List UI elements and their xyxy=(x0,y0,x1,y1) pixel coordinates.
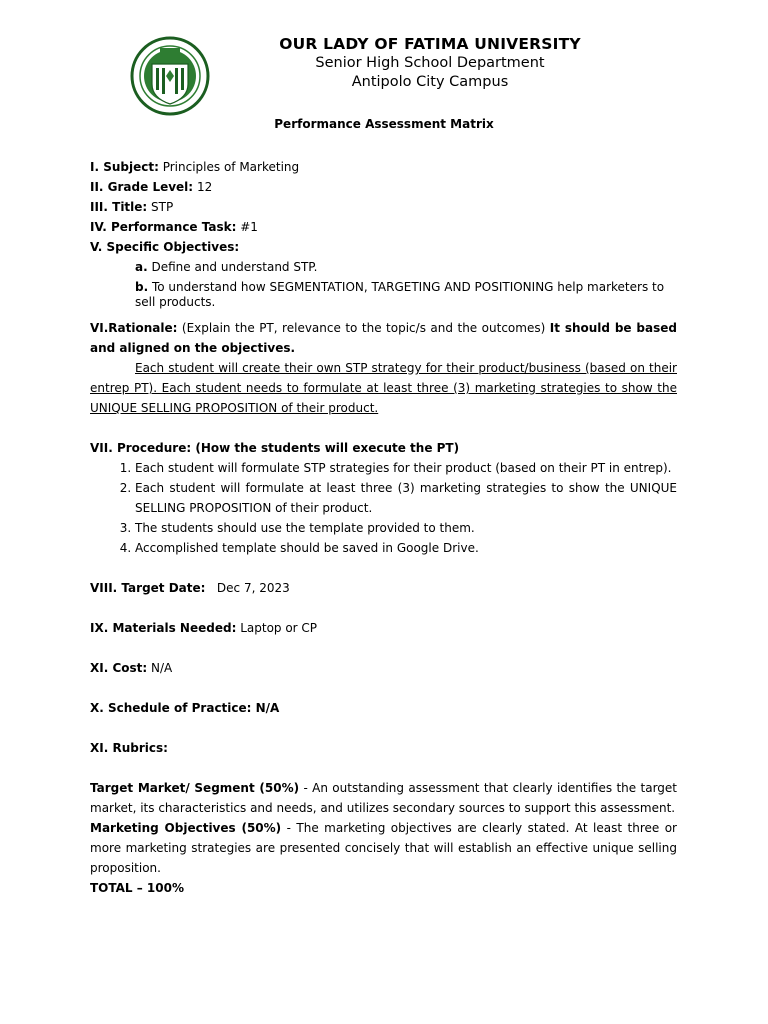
rubric-total: TOTAL – 100% xyxy=(90,881,185,895)
grade-label: II. Grade Level: xyxy=(90,180,194,194)
letterhead xyxy=(130,28,670,98)
objectives-label: V. Specific Objectives: xyxy=(90,240,240,254)
schedule-line: X. Schedule of Practice: N/A xyxy=(90,701,280,715)
subject-line xyxy=(90,157,677,177)
university-seal-icon xyxy=(130,34,210,118)
rubric-item xyxy=(90,818,677,878)
cost-label: XI. Cost: xyxy=(90,661,148,675)
rationale-label: VI.Rationale: xyxy=(90,321,178,335)
objective-letter: b. xyxy=(135,280,149,294)
letterhead-text xyxy=(210,35,650,91)
document-body xyxy=(90,157,677,898)
grade-value: 12 xyxy=(196,180,213,194)
rubric-name: Target Market/ Segment (50%) xyxy=(90,781,300,795)
objective-b xyxy=(135,280,677,310)
spacer xyxy=(90,678,677,698)
title-label: III. Title: xyxy=(90,200,148,214)
objective-letter: a. xyxy=(135,260,148,274)
university-name: OUR LADY OF FATIMA UNIVERSITY xyxy=(279,35,581,53)
materials-value: Laptop or CP xyxy=(240,621,318,635)
spacer xyxy=(90,598,677,618)
target-date-label: VIII. Target Date: xyxy=(90,581,206,595)
spacer xyxy=(90,638,677,658)
objective-a xyxy=(135,260,677,275)
rationale-body: Each student will create their own STP strategy for their product/business (based on their entrep PT). Each student needs to formulate at least three (3) marketing strategies to show the UNIQUE SELLING PROPOSITION of their product. xyxy=(90,361,677,415)
rubric-name: Marketing Objectives (50%) xyxy=(90,821,282,835)
spacer xyxy=(90,418,677,438)
objective-text: Define and understand STP. xyxy=(151,260,318,274)
document-title: Performance Assessment Matrix xyxy=(274,117,494,131)
spacer xyxy=(90,758,677,778)
procedure-step: 3. The students should use the template provided to them. xyxy=(135,518,677,538)
procedure-step: 1. Each student will formulate STP strategies for their product (based on their PT in entrep). xyxy=(135,458,677,478)
target-date-line xyxy=(90,578,677,598)
task-value: #1 xyxy=(240,220,258,234)
cost-value: N/A xyxy=(151,661,173,675)
rubric-desc: - An outstanding assessment that clearly identifies the target market, its characteristics and needs, and utilizes secondary sources to support this assessment. xyxy=(90,781,677,815)
objective-text: To understand how SEGMENTATION, TARGETING AND POSITIONING help marketers to sell products. xyxy=(135,280,665,309)
task-label: IV. Performance Task: xyxy=(90,220,237,234)
title-line xyxy=(90,197,677,217)
rationale-bold: It should be based and aligned on the objectives. xyxy=(90,321,677,355)
materials-label: IX. Materials Needed: xyxy=(90,621,237,635)
spacer xyxy=(90,718,677,738)
department-name: Senior High School Department xyxy=(315,55,545,71)
rubrics-label: XI. Rubrics: xyxy=(90,741,168,755)
subject-value: Principles of Marketing xyxy=(162,160,300,174)
rationale-heading xyxy=(90,318,677,358)
spacer xyxy=(90,558,677,578)
grade-line xyxy=(90,177,677,197)
rubric-item xyxy=(90,778,677,818)
materials-line xyxy=(90,618,677,638)
title-value: STP xyxy=(151,200,174,214)
task-line xyxy=(90,217,677,237)
procedure-step: 2. Each student will formulate at least three (3) marketing strategies to show the UNIQUE SELLING PROPOSITION of their product. xyxy=(135,478,677,518)
rubric-desc: - The marketing objectives are clearly stated. At least three or more marketing strategies are presented concisely that will establish an effective unique selling proposition. xyxy=(90,821,677,875)
rationale-paren: (Explain the PT, relevance to the topic/s and the outcomes) xyxy=(181,321,546,335)
procedure-step: 4. Accomplished template should be saved in Google Drive. xyxy=(135,538,677,558)
subject-label: I. Subject: xyxy=(90,160,159,174)
campus-name: Antipolo City Campus xyxy=(351,73,509,90)
procedure-list xyxy=(90,458,677,558)
procedure-label: VII. Procedure: (How the students will execute the PT) xyxy=(90,441,460,455)
cost-line xyxy=(90,658,677,678)
target-date-value: Dec 7, 2023 xyxy=(216,581,290,595)
